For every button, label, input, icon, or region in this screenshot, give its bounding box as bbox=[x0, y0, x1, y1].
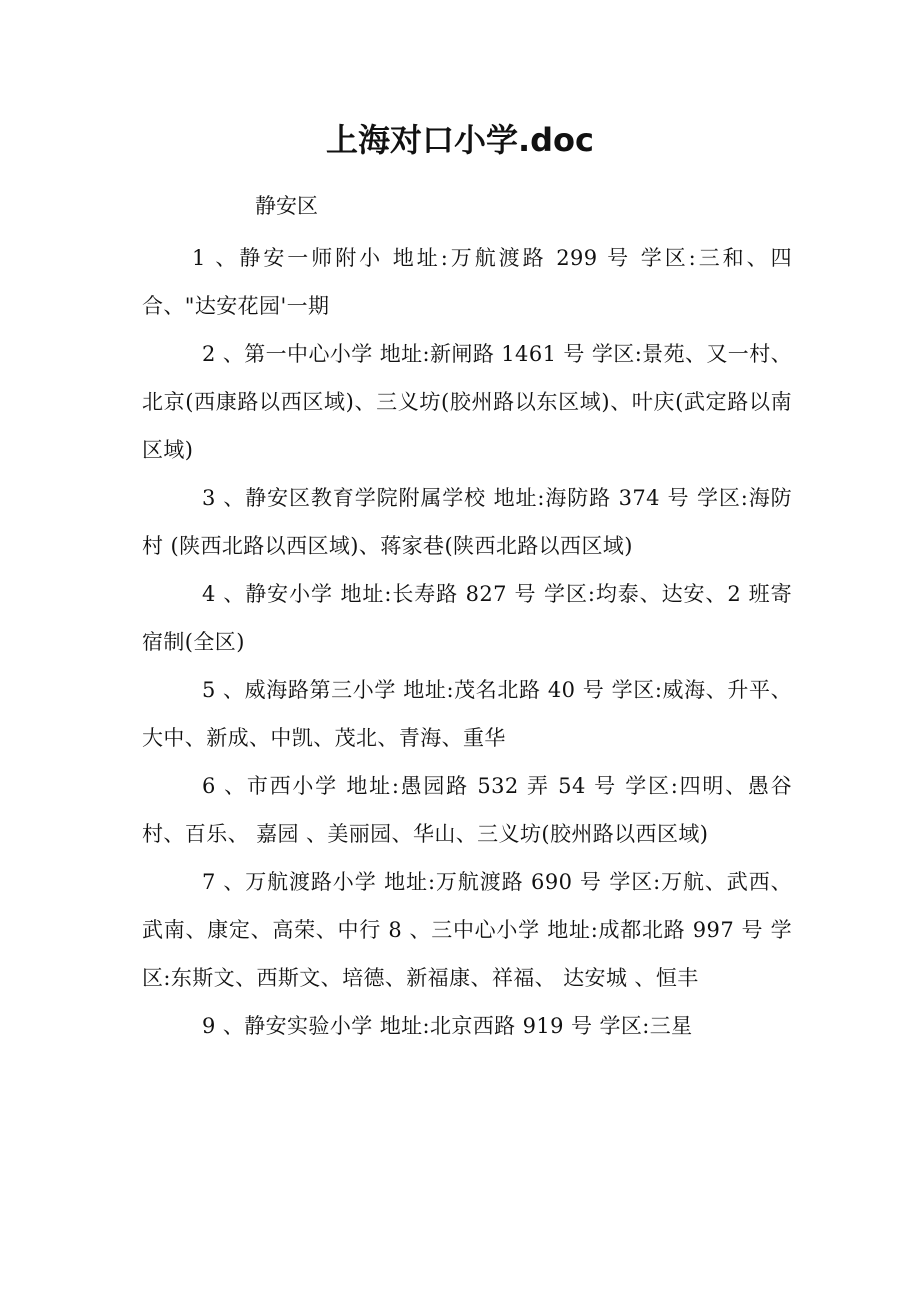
document-body bbox=[142, 234, 792, 1050]
district-heading: 静安区 bbox=[255, 194, 318, 218]
school-entry-3: 3 、静安区教育学院附属学校 地址:海防路 374 号 学区:海防村 (陕西北路以西区域)、蒋家巷(陕西北路以西区域) bbox=[142, 486, 792, 558]
school-entry-6: 6 、市西小学 地址:愚园路 532 弄 54 号 学区:四明、愚谷村、百乐、 嘉园 、美丽园、华山、三义坊(胶州路以西区域) bbox=[142, 774, 792, 846]
school-entry-9: 9 、静安实验小学 地址:北京西路 919 号 学区:三星 bbox=[202, 1014, 693, 1038]
school-entry-1: 1 、静安一师附小 地址:万航渡路 299 号 学区:三和、四合、"达安花园'一期 bbox=[142, 246, 792, 318]
document-title: 上海对口小学.doc bbox=[325, 121, 595, 159]
school-entry-2: 2 、第一中心小学 地址:新闸路 1461 号 学区:景苑、又一村、北京(西康路以西区域)、三义坊(胶州路以东区域)、叶庆(武定路以南区域) bbox=[142, 342, 792, 462]
school-entry-4: 4 、静安小学 地址:长寿路 827 号 学区:均泰、达安、2 班寄宿制(全区) bbox=[142, 582, 792, 654]
school-entry-5: 5 、威海路第三小学 地址:茂名北路 40 号 学区:威海、升平、大中、新成、中凯、茂北、青海、重华 bbox=[142, 678, 792, 750]
school-entry-7-8: 7 、万航渡路小学 地址:万航渡路 690 号 学区:万航、武西、武南、康定、高荣、中行 8 、三中心小学 地址:成都北路 997 号 学区:东斯文、西斯文、培德、新福康、祥福、 达安城 、恒丰 bbox=[142, 870, 792, 990]
